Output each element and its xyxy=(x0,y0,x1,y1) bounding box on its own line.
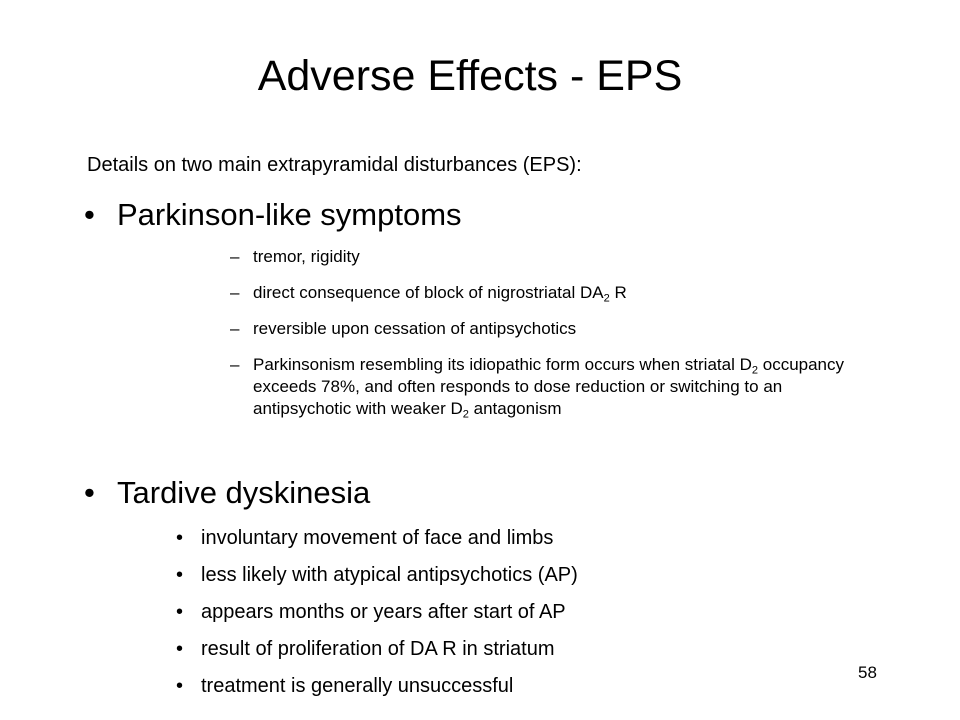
tardive-heading xyxy=(84,474,370,512)
list-item xyxy=(230,282,880,304)
list-item-text: result of proliferation of DA R in striatum xyxy=(201,638,555,660)
bullet-icon: • xyxy=(84,197,95,232)
text-fragment: R xyxy=(609,283,627,302)
list-item-text: appears months or years after start of AP xyxy=(201,601,566,623)
list-item xyxy=(230,246,880,268)
list-item-text: involuntary movement of face and limbs xyxy=(201,527,554,549)
text-fragment: Parkinsonism resembling its idiopathic form occurs when striatal D xyxy=(253,355,752,374)
bullet-icon: • xyxy=(176,564,184,586)
bullet-icon: • xyxy=(176,527,184,549)
list-item-text: less likely with atypical antipsychotics (AP) xyxy=(201,564,578,586)
dash-icon: – xyxy=(230,355,240,374)
text-fragment: occupancy exceeds 78%, and often responds to dose reduction or switching to an antipsychotic with weaker D xyxy=(253,355,845,418)
list-item xyxy=(176,636,876,662)
parkinson-details-list xyxy=(230,246,880,434)
list-item xyxy=(176,599,876,625)
dash-icon: – xyxy=(230,319,240,338)
list-item xyxy=(230,354,880,420)
tardive-details-list xyxy=(176,525,876,710)
list-item xyxy=(176,562,876,588)
list-item-text xyxy=(253,282,880,304)
subscript: 2 xyxy=(751,364,759,377)
bullet-icon: • xyxy=(176,675,184,697)
bullet-icon: • xyxy=(84,475,95,510)
tardive-heading-text: Tardive dyskinesia xyxy=(117,475,371,510)
subscript: 2 xyxy=(603,292,610,305)
parkinson-heading-text: Parkinson-like symptoms xyxy=(117,197,462,232)
parkinson-heading xyxy=(84,196,462,234)
subscript: 2 xyxy=(462,408,469,421)
page-number: 58 xyxy=(858,663,877,682)
list-item-text: reversible upon cessation of antipsychotics xyxy=(253,319,577,338)
dash-icon: – xyxy=(230,283,240,302)
text-fragment: antagonism xyxy=(468,399,562,418)
list-item-text xyxy=(253,354,880,420)
list-item xyxy=(176,525,876,551)
bullet-icon: • xyxy=(176,638,184,660)
dash-icon: – xyxy=(230,247,240,266)
list-item-text: tremor, rigidity xyxy=(253,247,360,266)
text-fragment: direct consequence of block of nigrostriatal DA xyxy=(253,283,604,302)
list-item-text: treatment is generally unsuccessful xyxy=(201,675,514,697)
bullet-icon: • xyxy=(176,601,184,623)
list-item xyxy=(176,673,876,699)
list-item xyxy=(230,318,880,340)
intro-text: Details on two main extrapyramidal disturbances (EPS): xyxy=(87,154,582,176)
slide-title: Adverse Effects - EPS xyxy=(257,52,683,100)
